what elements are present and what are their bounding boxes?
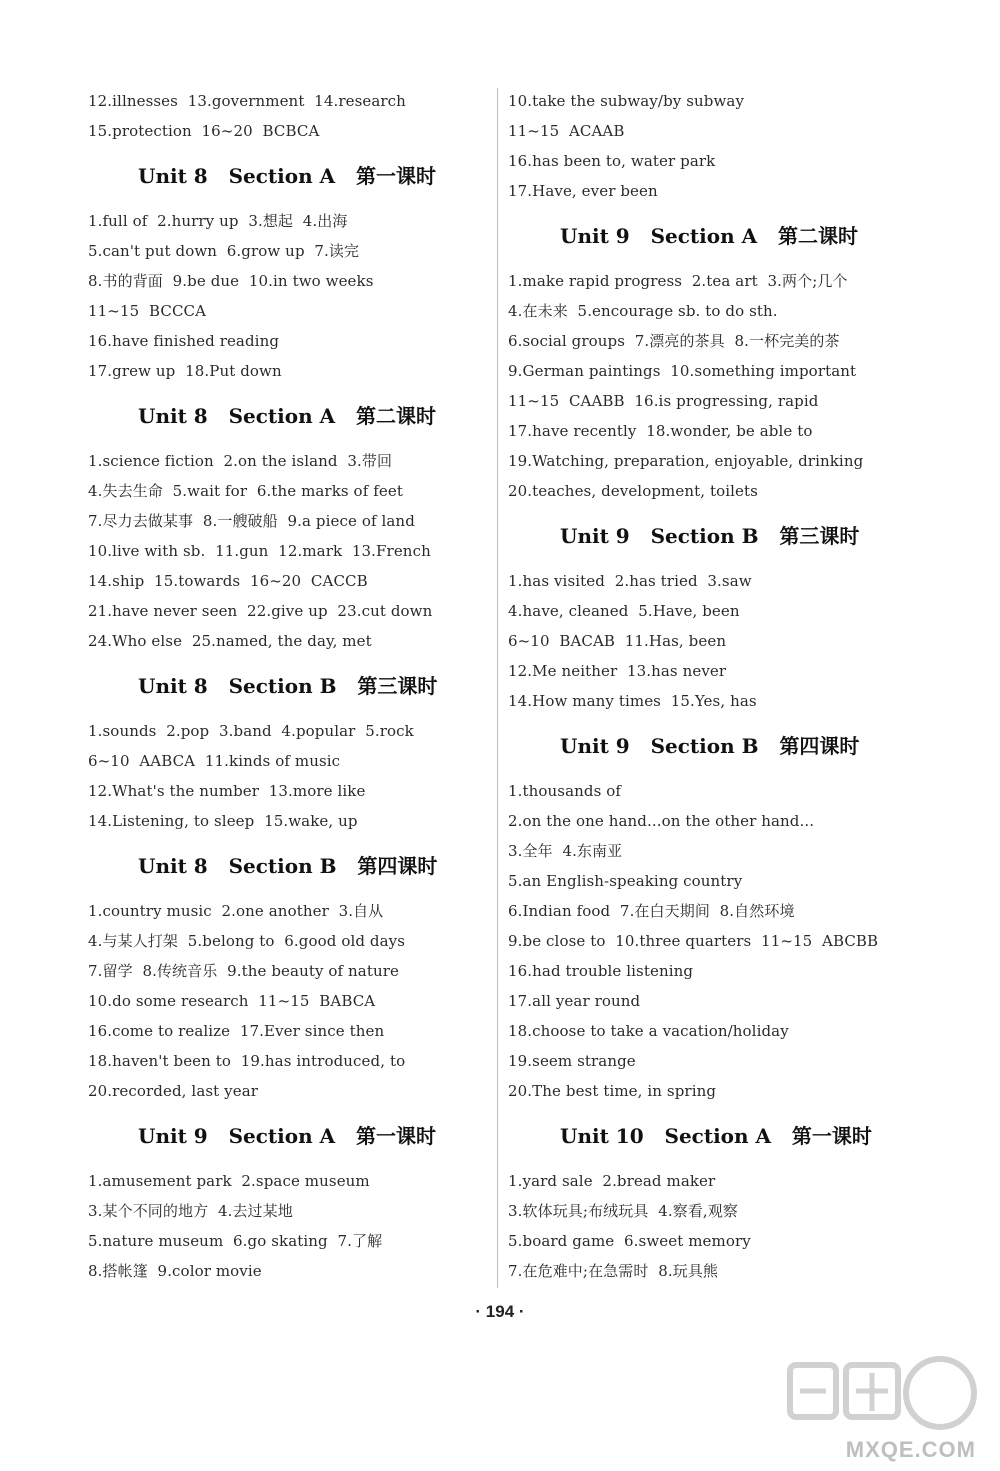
column-divider <box>497 88 498 1288</box>
section-heading: Unit 9 Section A 第一课时 <box>138 1124 437 1148</box>
answer-line: 21.have never seen 22.give up 23.cut down <box>88 602 433 620</box>
answer-line: 1.make rapid progress 2.tea art 3.两个;几个 <box>508 272 848 290</box>
answer-line: 19.Watching, preparation, enjoyable, drinking <box>508 452 864 470</box>
answer-line: 7.留学 8.传统音乐 9.the beauty of nature <box>88 962 399 980</box>
answer-line: 1.thousands of <box>508 782 622 800</box>
answer-line: 16.has been to, water park <box>508 152 716 170</box>
answer-line: 14.Listening, to sleep 15.wake, up <box>88 812 358 830</box>
answer-line: 5.nature museum 6.go skating 7.了解 <box>88 1232 383 1250</box>
answer-line: 20.recorded, last year <box>88 1082 259 1100</box>
answer-line: 3.全年 4.东南亚 <box>508 842 623 860</box>
answer-line: 4.have, cleaned 5.Have, been <box>508 602 740 620</box>
answer-line: 18.choose to take a vacation/holiday <box>508 1022 789 1040</box>
answer-line: 10.take the subway/by subway <box>508 92 745 110</box>
section-heading: Unit 8 Section A 第一课时 <box>138 164 437 188</box>
answer-line: 4.在未来 5.encourage sb. to do sth. <box>508 302 778 320</box>
answer-line: 18.haven't been to 19.has introduced, to <box>88 1052 406 1070</box>
answer-line: 10.live with sb. 11.gun 12.mark 13.French <box>88 542 431 560</box>
answer-line: 12.Me neither 13.has never <box>508 662 727 680</box>
page-number: · 194 · <box>475 1302 525 1321</box>
section-heading: Unit 8 Section B 第四课时 <box>138 854 438 878</box>
answer-line: 7.在危难中;在急需时 8.玩具熊 <box>508 1262 719 1280</box>
answer-line: 15.protection 16~20 BCBCA <box>88 122 320 140</box>
section-heading: Unit 9 Section B 第三课时 <box>560 524 860 548</box>
answer-line: 1.full of 2.hurry up 3.想起 4.出海 <box>88 212 348 230</box>
answer-line: 4.失去生命 5.wait for 6.the marks of feet <box>88 482 403 500</box>
answer-line: 14.ship 15.towards 16~20 CACCB <box>88 572 368 590</box>
answer-line: 5.an English-speaking country <box>508 872 743 890</box>
answer-line: 12.What's the number 13.more like <box>88 782 366 800</box>
answer-line: 5.board game 6.sweet memory <box>508 1232 751 1250</box>
answer-line: 16.come to realize 17.Ever since then <box>88 1022 385 1040</box>
answer-line: 11~15 ACAAB <box>508 122 625 140</box>
answer-line: 17.Have, ever been <box>508 182 658 200</box>
answer-line: 20.The best time, in spring <box>508 1082 717 1100</box>
answer-line: 24.Who else 25.named, the day, met <box>88 632 372 650</box>
answer-line: 3.软体玩具;布绒玩具 4.察看,观察 <box>508 1202 738 1220</box>
right-column <box>508 86 908 1286</box>
left-column <box>88 86 488 1286</box>
answer-line: 1.has visited 2.has tried 3.saw <box>508 572 752 590</box>
answer-line: 14.How many times 15.Yes, has <box>508 692 757 710</box>
answer-line: 1.yard sale 2.bread maker <box>508 1172 716 1190</box>
answer-line: 19.seem strange <box>508 1052 636 1070</box>
answer-line: 6~10 BACAB 11.Has, been <box>508 632 727 650</box>
answer-line: 8.书的背面 9.be due 10.in two weeks <box>88 272 374 290</box>
answer-line: 1.amusement park 2.space museum <box>88 1172 370 1190</box>
answer-line: 11~15 BCCCA <box>88 302 207 320</box>
answer-line: 1.sounds 2.pop 3.band 4.popular 5.rock <box>88 722 414 740</box>
answer-line: 3.某个不同的地方 4.去过某地 <box>88 1202 293 1220</box>
answer-line: 4.与某人打架 5.belong to 6.good old days <box>88 932 406 950</box>
answer-line: 9.German paintings 10.something important <box>508 362 857 380</box>
answer-line: 5.can't put down 6.grow up 7.读完 <box>88 242 360 260</box>
answer-line: 1.science fiction 2.on the island 3.带回 <box>88 452 393 470</box>
answer-line: 16.had trouble listening <box>508 962 694 980</box>
section-heading: Unit 10 Section A 第一课时 <box>560 1124 872 1148</box>
section-heading: Unit 9 Section B 第四课时 <box>560 734 860 758</box>
answer-line: 9.be close to 10.three quarters 11~15 ABCBB <box>508 932 879 950</box>
answer-line: 17.all year round <box>508 992 641 1010</box>
answer-line: 1.country music 2.one another 3.自从 <box>88 902 384 920</box>
section-heading: Unit 8 Section A 第二课时 <box>138 404 437 428</box>
watermark-url: MXQE.COM <box>845 1437 976 1462</box>
answer-line: 17.grew up 18.Put down <box>88 362 282 380</box>
answer-line: 10.do some research 11~15 BABCA <box>88 992 376 1010</box>
answer-line: 12.illnesses 13.government 14.research <box>88 92 406 110</box>
answer-line: 11~15 CAABB 16.is progressing, rapid <box>508 392 819 410</box>
answer-line: 8.搭帐篷 9.color movie <box>88 1262 262 1280</box>
answer-line: 16.have finished reading <box>88 332 280 350</box>
answer-line: 6~10 AABCA 11.kinds of music <box>88 752 341 770</box>
answer-line: 2.on the one hand...on the other hand... <box>508 812 815 830</box>
section-heading: Unit 8 Section B 第三课时 <box>138 674 438 698</box>
section-heading: Unit 9 Section A 第二课时 <box>560 224 859 248</box>
answer-line: 6.social groups 7.漂亮的茶具 8.一杯完美的茶 <box>508 332 840 350</box>
answer-line: 20.teaches, development, toilets <box>508 482 758 500</box>
answer-line: 7.尽力去做某事 8.一艘破船 9.a piece of land <box>88 512 415 530</box>
answer-line: 6.Indian food 7.在白天期间 8.自然环境 <box>508 902 795 920</box>
answer-line: 17.have recently 18.wonder, be able to <box>508 422 813 440</box>
